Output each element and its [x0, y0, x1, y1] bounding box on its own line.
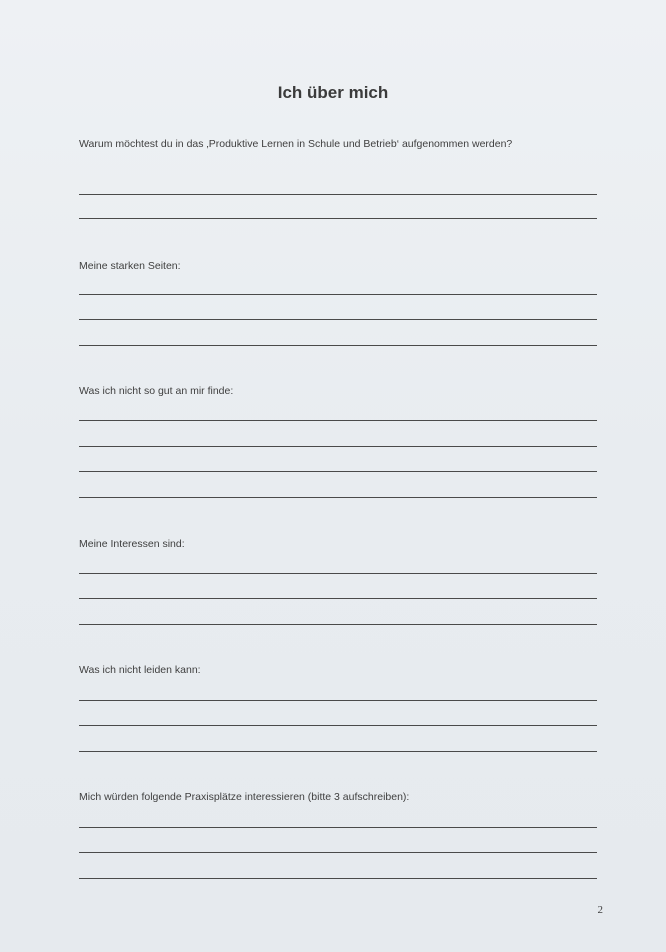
answer-line[interactable]: [79, 624, 597, 625]
answer-line[interactable]: [79, 319, 597, 320]
answer-line[interactable]: [79, 598, 597, 599]
answer-line[interactable]: [79, 700, 597, 701]
answer-line[interactable]: [79, 218, 597, 219]
question-motivation: Warum möchtest du in das ‚Produktive Lernen in Schule und Betrieb‘ aufgenommen werden?: [79, 138, 513, 150]
answer-line[interactable]: [79, 471, 597, 472]
question-placements: Mich würden folgende Praxisplätze interessieren (bitte 3 aufschreiben):: [79, 791, 410, 803]
answer-line[interactable]: [79, 827, 597, 828]
question-strengths: Meine starken Seiten:: [79, 260, 181, 272]
answer-line[interactable]: [79, 345, 597, 346]
answer-line[interactable]: [79, 294, 597, 295]
answer-line[interactable]: [79, 725, 597, 726]
page-title: Ich über mich: [277, 83, 389, 102]
question-weaknesses: Was ich nicht so gut an mir finde:: [79, 385, 234, 397]
answer-line[interactable]: [79, 420, 597, 421]
page-number: 2: [597, 904, 603, 916]
answer-line[interactable]: [79, 497, 597, 498]
question-dislikes: Was ich nicht leiden kann:: [79, 664, 201, 676]
answer-line[interactable]: [79, 194, 597, 195]
answer-line[interactable]: [79, 751, 597, 752]
question-interests: Meine Interessen sind:: [79, 538, 185, 550]
answer-line[interactable]: [79, 852, 597, 853]
answer-line[interactable]: [79, 446, 597, 447]
answer-line[interactable]: [79, 878, 597, 879]
answer-line[interactable]: [79, 573, 597, 574]
